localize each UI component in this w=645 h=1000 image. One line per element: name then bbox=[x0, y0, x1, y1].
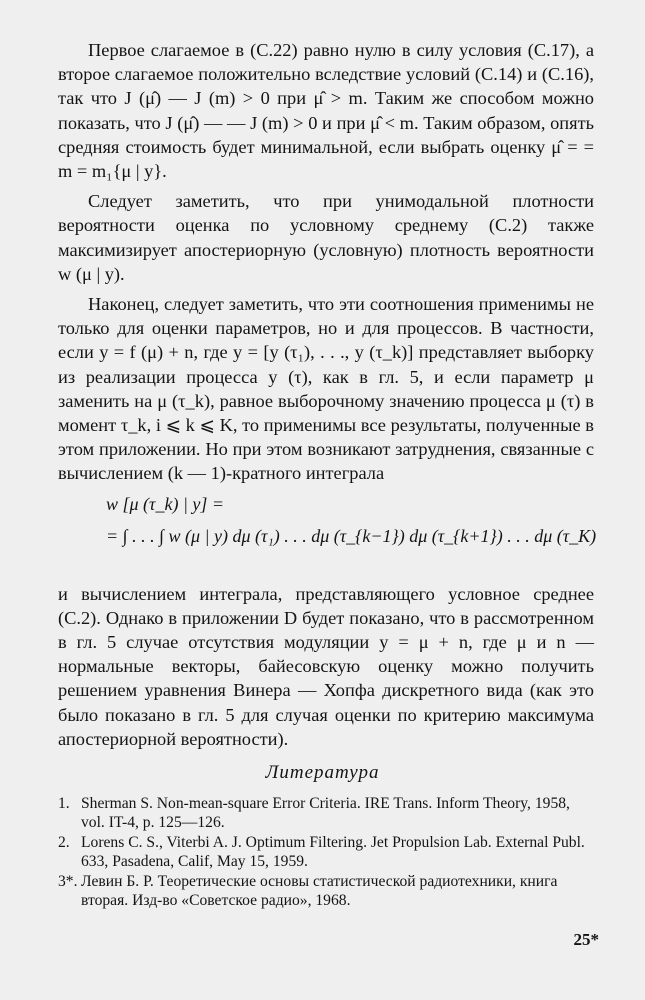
reference-text: Левин Б. Р. Теоретические основы статистической радиотехники, книга вторая. Изд-во «Советское радио», 1968. bbox=[81, 873, 558, 909]
reference-item bbox=[58, 873, 594, 910]
integral-formula bbox=[58, 492, 597, 578]
reference-item bbox=[58, 795, 594, 832]
paragraph-1: Первое слагаемое в (С.22) равно нулю в силу условия (С.17), а второе слагаемое положительно вследствие условий (С.14) и (С.16), так что J (μ̂) — J (m) > 0 при μ̂ > m. Таким же способом можно показать, что J (μ̂) — — J (m) > 0 и при μ̂ < m. Таким образом, опять средняя стоимость будет минимальной, если выбрать оценку μ̂ = = m = m₁{μ | y}. bbox=[58, 40, 594, 182]
formula-line-1: w [μ (τ_k) | y] = bbox=[106, 493, 225, 514]
reference-text: Lorens C. S., Viterbi A. J. Optimum Filtering. Jet Propulsion Lab. External Publ. 633, Pasadena, Calif, May 15, 1959. bbox=[81, 834, 585, 870]
reference-number: 2. bbox=[58, 834, 70, 851]
reference-item bbox=[58, 834, 594, 871]
paragraph-3: Наконец, следует заметить, что эти соотношения применимы не только для оценки параметров, но и для процессов. В частности, если y = f (μ) + n, где y = [y (τ₁), . . ., y (τ_k)] представляет выборку из реализации процесса y (τ), как в гл. 5, и если параметр μ заменить на μ (τ_k), равное выборочному значению процесса μ (τ) в момент τ_k, i ⩽ k ⩽ K, то применимы все результаты, полученные в этом приложении. Но при этом возникают затруднения, связанные с вычислением (k — 1)-кратного интеграла bbox=[58, 294, 594, 484]
reference-number: 1. bbox=[58, 795, 70, 812]
references-list bbox=[58, 795, 594, 912]
reference-number: 3*. bbox=[58, 873, 78, 890]
references-heading: Литература bbox=[265, 762, 380, 783]
formula-line-2: = ∫ . . . ∫ w (μ | y) dμ (τ₁) . . . dμ (τ_{k−1}) dμ (τ_{k+1}) . . . dμ (τ_K) bbox=[106, 525, 597, 546]
reference-text: Sherman S. Non-mean-square Error Criteria. IRE Trans. Inform Theory, 1958, vol. IT-4, p. 125—126. bbox=[81, 795, 570, 831]
main-text bbox=[58, 38, 597, 757]
page-number: 25* bbox=[573, 930, 599, 949]
paragraph-2: Следует заметить, что при унимодальной плотности вероятности оценка по условному среднему (С.2) также максимизирует апостериорную (условную) плотность вероятности w (μ | y). bbox=[58, 191, 594, 284]
paragraph-4: и вычислением интеграла, представляющего условное среднее (С.2). Однако в приложении D будет показано, что в рассмотренном в гл. 5 случае отсутствия модуляции y = μ + n, где μ и n — нормальные векторы, байесовскую оценку можно получить решением уравнения Винера — Хопфа дискретного вида (как это было показано в гл. 5 для случая оценки по критерию максимума апостериорной вероятности). bbox=[58, 583, 594, 749]
